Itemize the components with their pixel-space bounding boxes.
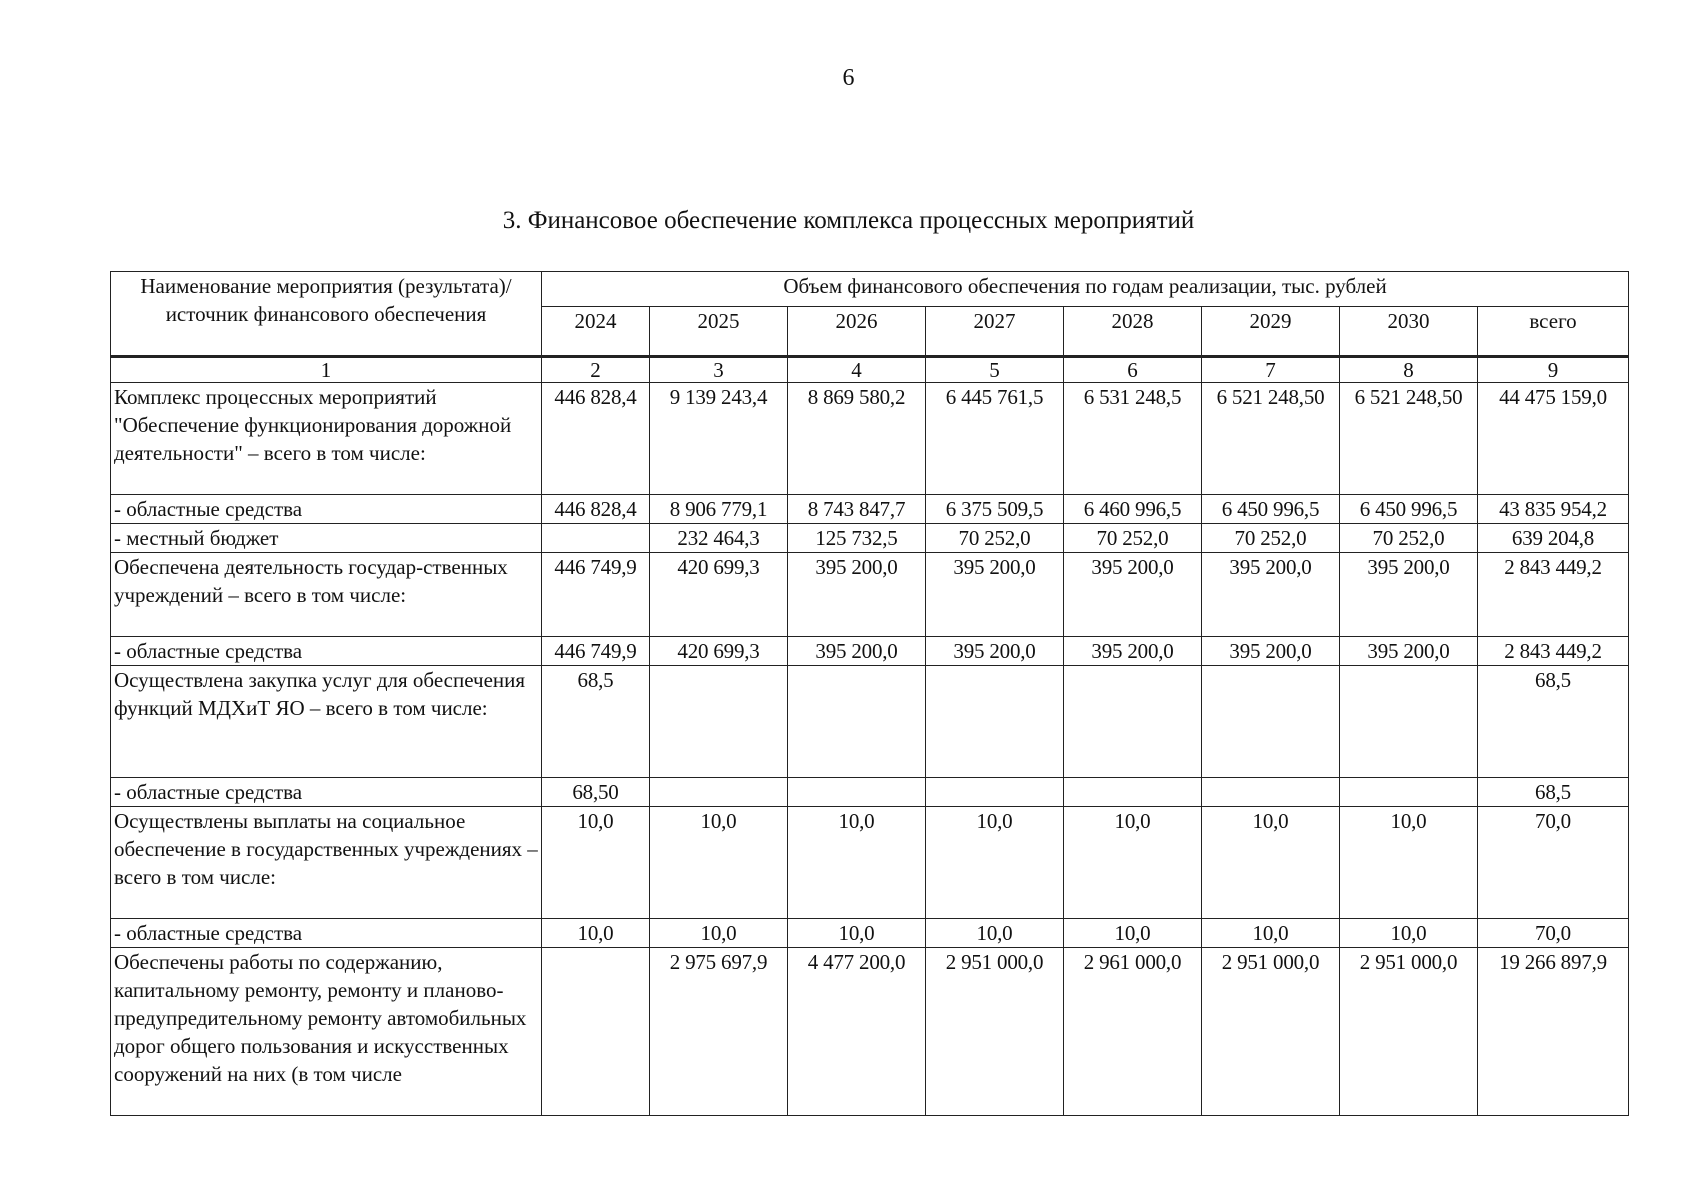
row-total-cell: 43 835 954,2 bbox=[1478, 495, 1629, 524]
row-value-cell: 420 699,3 bbox=[650, 553, 788, 637]
row-value-cell: 395 200,0 bbox=[788, 637, 926, 666]
row-value-cell: 2 951 000,0 bbox=[926, 948, 1064, 1116]
row-value-cell: 10,0 bbox=[1340, 807, 1478, 919]
row-value-cell: 395 200,0 bbox=[1202, 637, 1340, 666]
header-year: 2029 bbox=[1202, 307, 1340, 357]
table-row bbox=[111, 807, 1629, 919]
row-total-cell: 44 475 159,0 bbox=[1478, 383, 1629, 495]
row-total-cell: 70,0 bbox=[1478, 807, 1629, 919]
row-value-cell bbox=[650, 666, 788, 778]
row-value-cell: 6 460 996,5 bbox=[1064, 495, 1202, 524]
table-row bbox=[111, 383, 1629, 495]
row-value-cell: 8 869 580,2 bbox=[788, 383, 926, 495]
header-year: 2025 bbox=[650, 307, 788, 357]
row-total-cell: 19 266 897,9 bbox=[1478, 948, 1629, 1116]
table-row bbox=[111, 553, 1629, 637]
header-total: всего bbox=[1478, 307, 1629, 357]
row-value-cell: 395 200,0 bbox=[1340, 637, 1478, 666]
row-value-cell: 70 252,0 bbox=[926, 524, 1064, 553]
row-value-cell: 70 252,0 bbox=[1202, 524, 1340, 553]
row-total-cell: 68,5 bbox=[1478, 666, 1629, 778]
column-number-row bbox=[111, 357, 1629, 383]
row-value-cell: 4 477 200,0 bbox=[788, 948, 926, 1116]
row-name: Комплекс процессных мероприятий "Обеспечение функционирования дорожной деятельности" – всего в том числе: bbox=[111, 383, 542, 495]
row-total-cell: 68,5 bbox=[1478, 778, 1629, 807]
page-number: 6 bbox=[842, 65, 855, 91]
row-name: - областные средства bbox=[111, 495, 542, 524]
row-value-cell: 10,0 bbox=[926, 919, 1064, 948]
row-value-cell bbox=[1340, 778, 1478, 807]
column-number: 6 bbox=[1064, 357, 1202, 383]
row-value-cell: 395 200,0 bbox=[1064, 637, 1202, 666]
row-value-cell: 420 699,3 bbox=[650, 637, 788, 666]
header-year: 2027 bbox=[926, 307, 1064, 357]
row-value-cell: 10,0 bbox=[1202, 807, 1340, 919]
row-value-cell: 446 749,9 bbox=[542, 637, 650, 666]
column-number: 3 bbox=[650, 357, 788, 383]
row-name: Осуществлена закупка услуг для обеспечения функций МДХиТ ЯО – всего в том числе: bbox=[111, 666, 542, 778]
row-value-cell: 395 200,0 bbox=[926, 637, 1064, 666]
row-value-cell bbox=[650, 778, 788, 807]
row-value-cell: 6 521 248,50 bbox=[1340, 383, 1478, 495]
row-value-cell bbox=[926, 778, 1064, 807]
row-value-cell: 446 749,9 bbox=[542, 553, 650, 637]
row-name: - областные средства bbox=[111, 778, 542, 807]
column-number: 1 bbox=[111, 357, 542, 383]
header-name-column: Наименование мероприятия (результата)/ источник финансового обеспечения bbox=[111, 272, 542, 357]
row-total-cell: 2 843 449,2 bbox=[1478, 553, 1629, 637]
row-value-cell bbox=[788, 778, 926, 807]
column-number: 2 bbox=[542, 357, 650, 383]
column-number: 4 bbox=[788, 357, 926, 383]
financing-table bbox=[110, 271, 1629, 1116]
row-value-cell: 9 139 243,4 bbox=[650, 383, 788, 495]
row-value-cell: 10,0 bbox=[1340, 919, 1478, 948]
row-value-cell: 10,0 bbox=[788, 807, 926, 919]
row-value-cell bbox=[1202, 666, 1340, 778]
row-value-cell: 10,0 bbox=[1064, 919, 1202, 948]
column-number: 8 bbox=[1340, 357, 1478, 383]
row-value-cell: 10,0 bbox=[650, 919, 788, 948]
row-value-cell bbox=[542, 524, 650, 553]
row-name: - местный бюджет bbox=[111, 524, 542, 553]
header-year: 2024 bbox=[542, 307, 650, 357]
row-value-cell: 68,5 bbox=[542, 666, 650, 778]
row-name: Осуществлены выплаты на социальное обеспечение в государственных учреждениях – всего в том числе: bbox=[111, 807, 542, 919]
row-value-cell: 68,50 bbox=[542, 778, 650, 807]
row-value-cell: 6 445 761,5 bbox=[926, 383, 1064, 495]
row-name: - областные средства bbox=[111, 637, 542, 666]
row-value-cell: 70 252,0 bbox=[1064, 524, 1202, 553]
row-value-cell: 395 200,0 bbox=[926, 553, 1064, 637]
row-value-cell: 395 200,0 bbox=[1202, 553, 1340, 637]
row-total-cell: 639 204,8 bbox=[1478, 524, 1629, 553]
table-row bbox=[111, 666, 1629, 778]
row-total-cell: 70,0 bbox=[1478, 919, 1629, 948]
column-number: 7 bbox=[1202, 357, 1340, 383]
row-value-cell bbox=[926, 666, 1064, 778]
row-value-cell: 10,0 bbox=[1202, 919, 1340, 948]
row-value-cell bbox=[788, 666, 926, 778]
row-value-cell bbox=[1064, 778, 1202, 807]
row-value-cell: 6 521 248,50 bbox=[1202, 383, 1340, 495]
header-year: 2026 bbox=[788, 307, 926, 357]
table-body bbox=[111, 383, 1629, 1116]
row-value-cell bbox=[542, 948, 650, 1116]
header-group-label: Объем финансового обеспечения по годам реализации, тыс. рублей bbox=[542, 272, 1629, 307]
table-row bbox=[111, 778, 1629, 807]
row-value-cell: 446 828,4 bbox=[542, 495, 650, 524]
table-row bbox=[111, 637, 1629, 666]
row-name: Обеспечены работы по содержанию, капитальному ремонту, ремонту и планово-предупредительному ремонту автомобильных дорог общего пользования и искусственных сооружений на них (в том числе bbox=[111, 948, 542, 1116]
row-value-cell: 2 951 000,0 bbox=[1202, 948, 1340, 1116]
row-name: Обеспечена деятельность государ-ственных учреждений – всего в том числе: bbox=[111, 553, 542, 637]
row-value-cell: 8 906 779,1 bbox=[650, 495, 788, 524]
row-value-cell: 446 828,4 bbox=[542, 383, 650, 495]
row-value-cell: 6 450 996,5 bbox=[1340, 495, 1478, 524]
table-row bbox=[111, 495, 1629, 524]
section-title: 3. Финансовое обеспечение комплекса процессных мероприятий bbox=[502, 207, 1195, 234]
row-value-cell: 6 450 996,5 bbox=[1202, 495, 1340, 524]
row-value-cell: 70 252,0 bbox=[1340, 524, 1478, 553]
table-row bbox=[111, 919, 1629, 948]
row-value-cell: 6 375 509,5 bbox=[926, 495, 1064, 524]
row-value-cell: 10,0 bbox=[542, 807, 650, 919]
row-value-cell: 6 531 248,5 bbox=[1064, 383, 1202, 495]
header-year: 2028 bbox=[1064, 307, 1202, 357]
row-value-cell: 2 961 000,0 bbox=[1064, 948, 1202, 1116]
column-number: 5 bbox=[926, 357, 1064, 383]
row-value-cell: 395 200,0 bbox=[788, 553, 926, 637]
row-value-cell: 10,0 bbox=[542, 919, 650, 948]
row-value-cell: 10,0 bbox=[788, 919, 926, 948]
row-value-cell: 232 464,3 bbox=[650, 524, 788, 553]
row-total-cell: 2 843 449,2 bbox=[1478, 637, 1629, 666]
column-number: 9 bbox=[1478, 357, 1629, 383]
row-value-cell: 2 951 000,0 bbox=[1340, 948, 1478, 1116]
header-row-group bbox=[111, 272, 1629, 307]
row-value-cell: 10,0 bbox=[926, 807, 1064, 919]
row-value-cell: 8 743 847,7 bbox=[788, 495, 926, 524]
row-value-cell: 10,0 bbox=[650, 807, 788, 919]
row-value-cell bbox=[1340, 666, 1478, 778]
row-value-cell: 10,0 bbox=[1064, 807, 1202, 919]
row-value-cell: 125 732,5 bbox=[788, 524, 926, 553]
table-row bbox=[111, 948, 1629, 1116]
row-value-cell bbox=[1064, 666, 1202, 778]
row-value-cell: 2 975 697,9 bbox=[650, 948, 788, 1116]
row-value-cell: 395 200,0 bbox=[1064, 553, 1202, 637]
row-value-cell bbox=[1202, 778, 1340, 807]
row-value-cell: 395 200,0 bbox=[1340, 553, 1478, 637]
table-row bbox=[111, 524, 1629, 553]
row-name: - областные средства bbox=[111, 919, 542, 948]
header-year: 2030 bbox=[1340, 307, 1478, 357]
